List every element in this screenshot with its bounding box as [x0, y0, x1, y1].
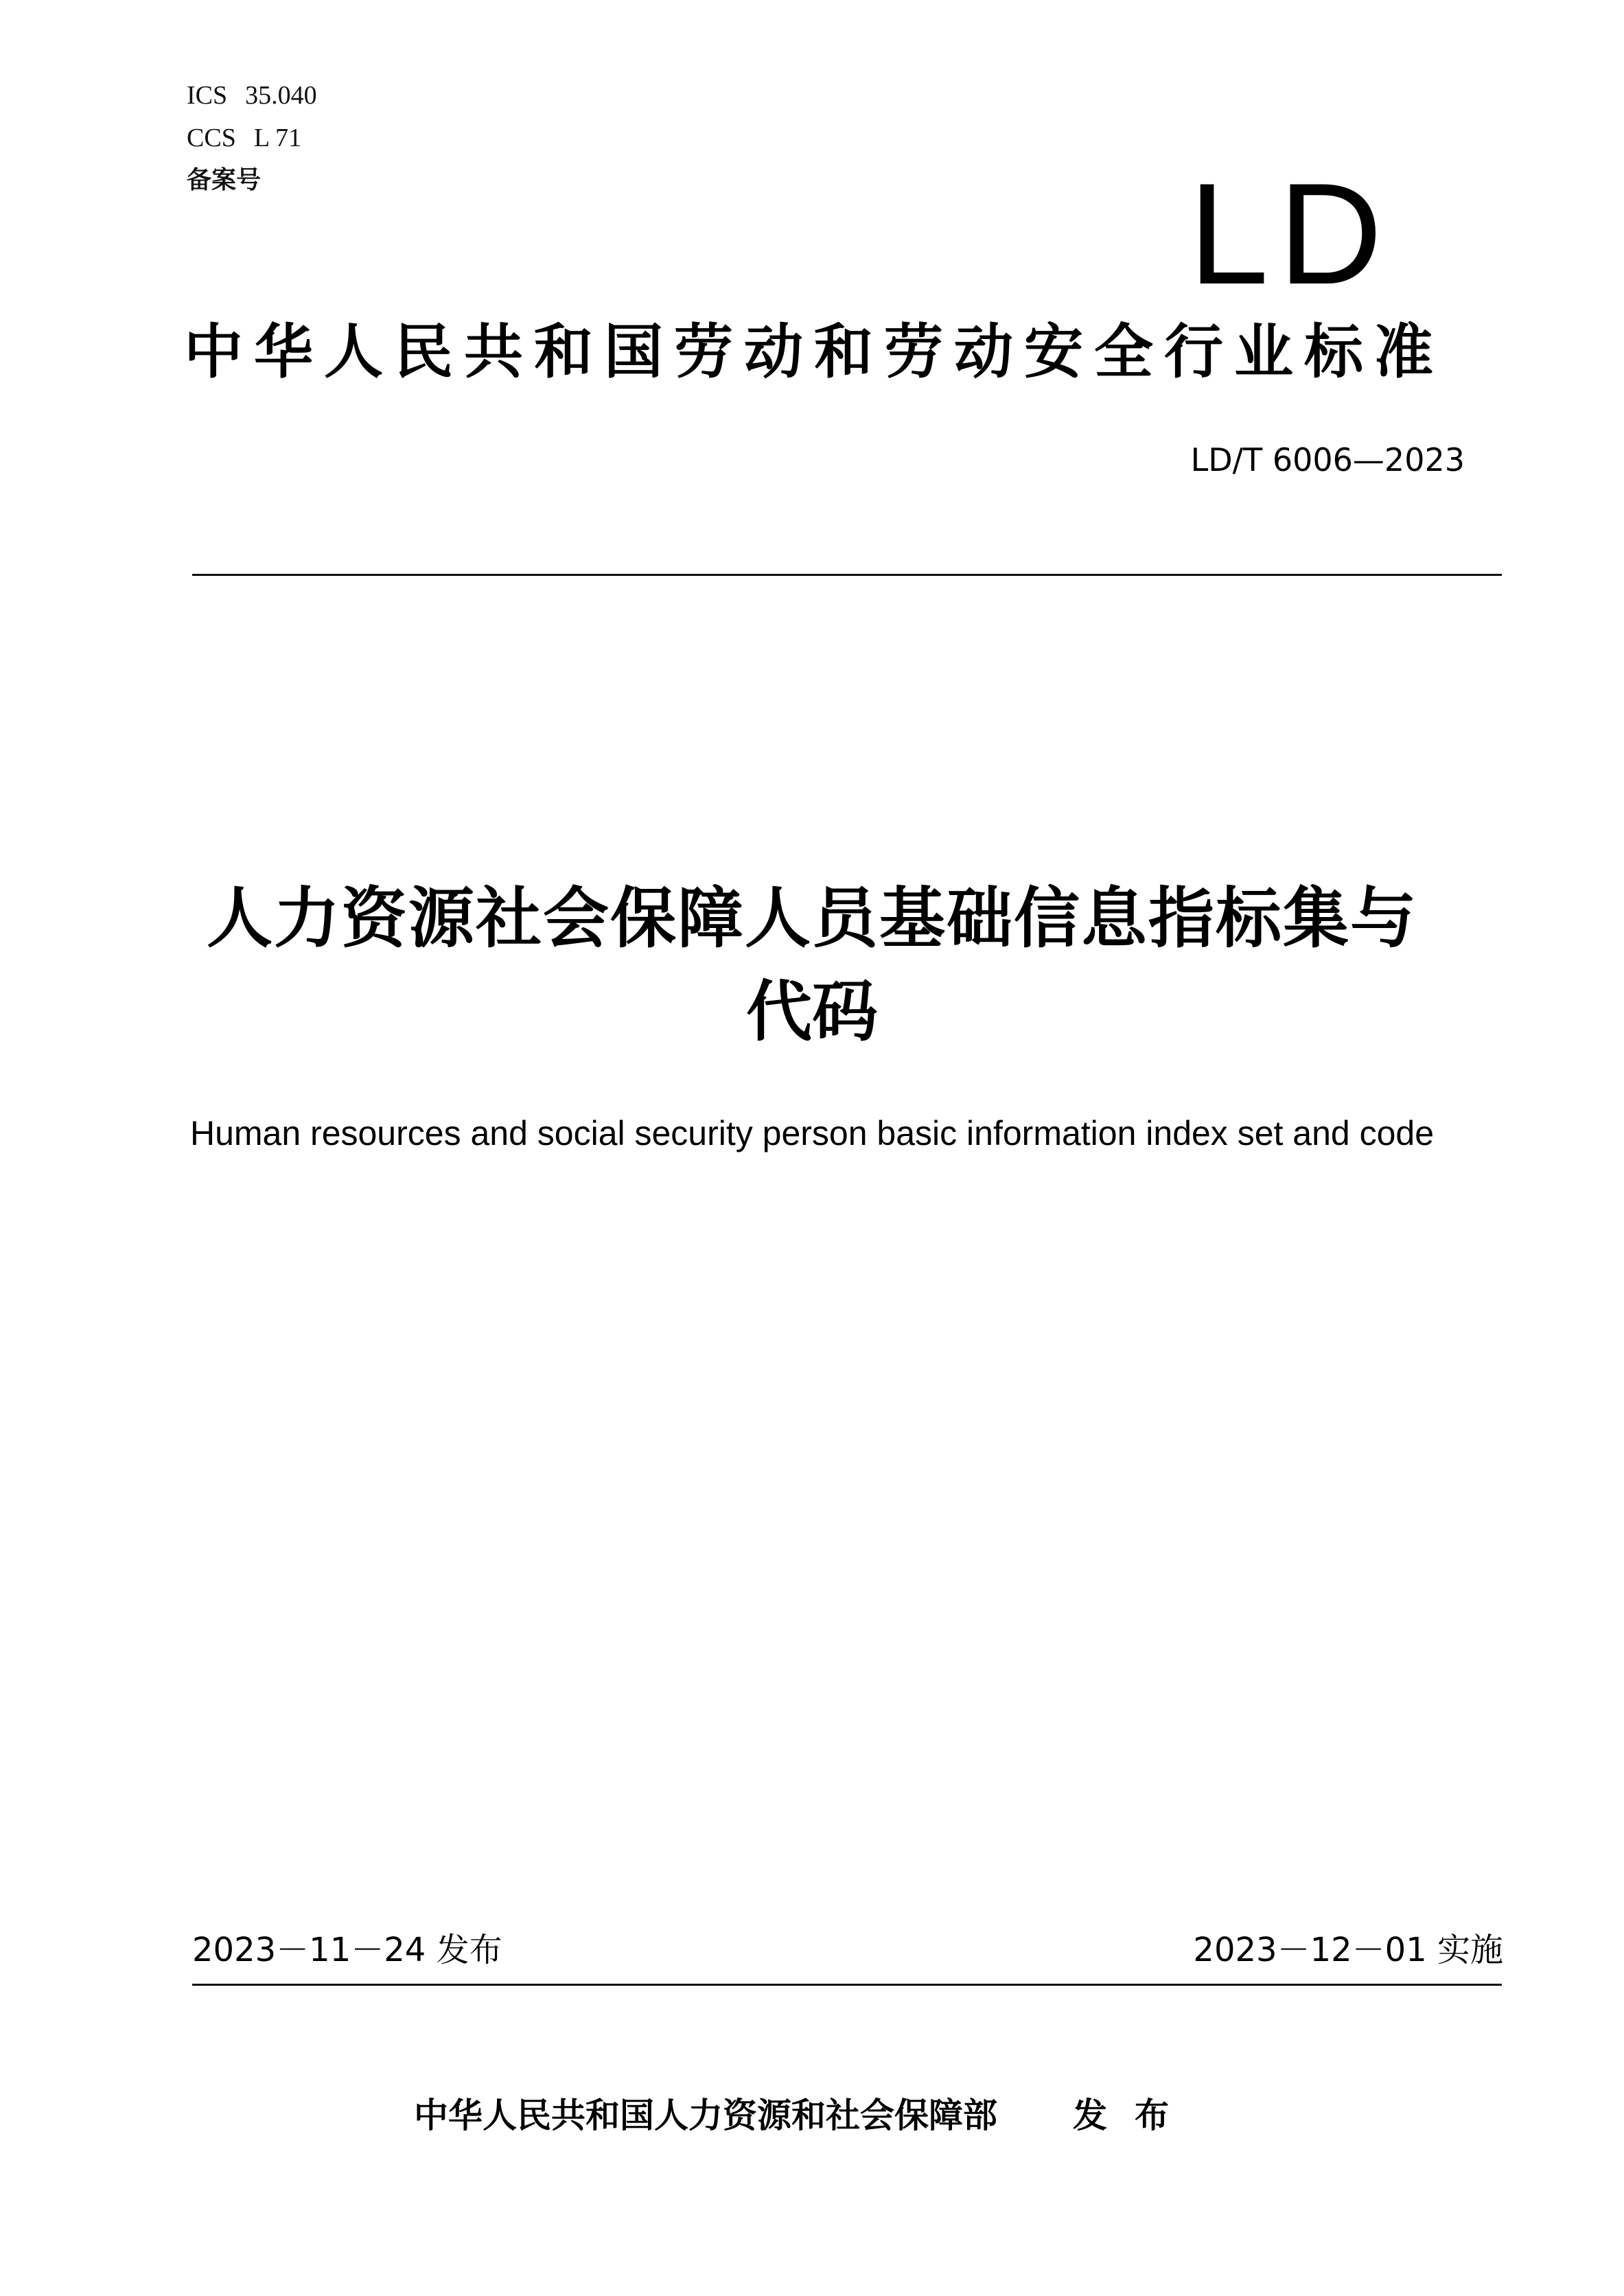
- ics-classification: [187, 80, 317, 111]
- ccs-value: L 71: [253, 124, 302, 152]
- publisher-action: 发布: [1073, 2096, 1196, 2135]
- document-title-line-1: 人力资源社会保障人员基础信息指标集与: [207, 880, 1417, 957]
- bottom-divider: [192, 1984, 1502, 1986]
- effective-date: 2023－12－01 实施: [1193, 1931, 1503, 1969]
- ld-logo: LD: [1188, 153, 1392, 314]
- ccs-label: CCS: [187, 124, 236, 152]
- document-title-english: Human resources and social security person basic information index set and code: [189, 1114, 1435, 1152]
- standard-category-title: 中华人民共和国劳动和劳动安全行业标准: [184, 318, 1444, 386]
- record-number-label: 备案号: [187, 166, 262, 194]
- publisher-name: 中华人民共和国人力资源和社会保障部: [414, 2096, 997, 2135]
- ccs-classification: [187, 122, 301, 154]
- document-title-chinese: [0, 872, 1624, 1058]
- document-title-line-2: 代码: [746, 973, 878, 1050]
- standard-number: LD/T 6006—2023: [1190, 441, 1465, 478]
- top-divider: [192, 574, 1502, 576]
- ics-value: 35.040: [245, 81, 317, 110]
- publisher-line: [0, 2089, 1624, 2142]
- ics-label: ICS: [187, 81, 228, 110]
- publish-date: 2023－11－24 发布: [192, 1931, 502, 1969]
